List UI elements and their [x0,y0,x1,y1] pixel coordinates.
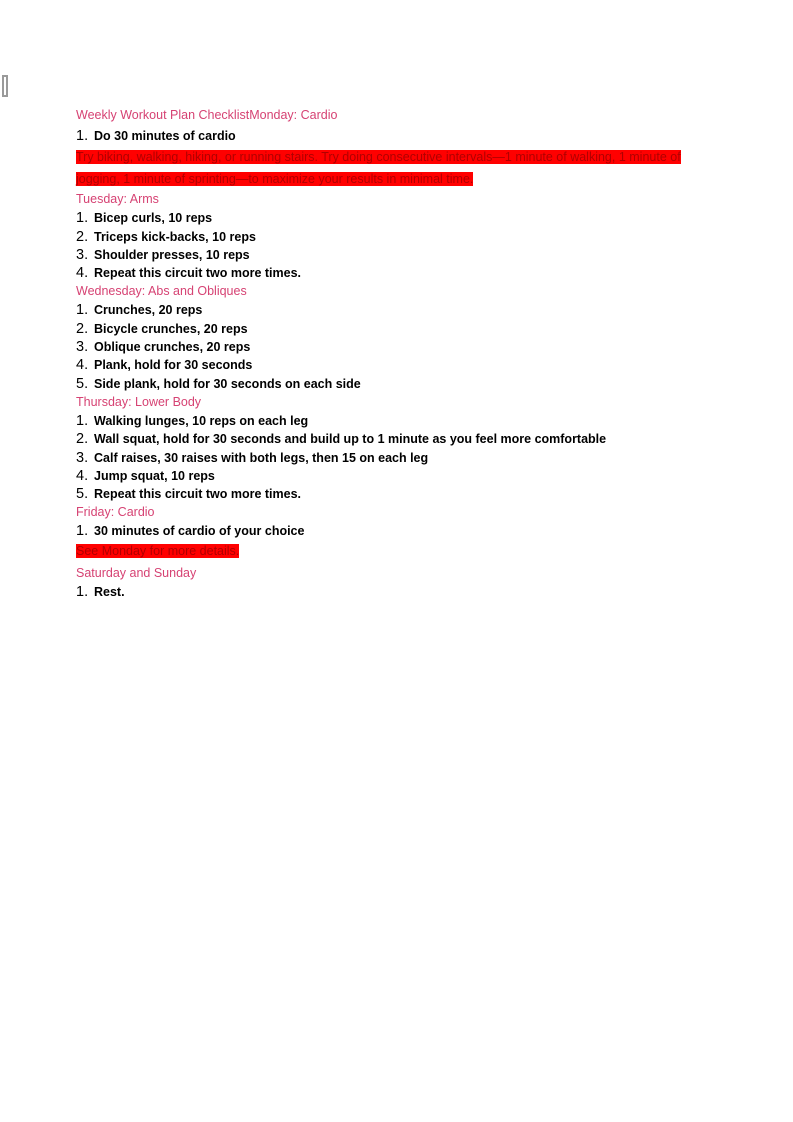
exercise-list [76,127,726,145]
list-number: 1. [76,302,89,319]
section-tuesday [76,190,726,282]
list-number: 1. [76,583,89,600]
list-item-text: Plank, hold for 30 seconds [94,358,253,373]
list-item [76,246,726,264]
list-item-text: Bicep curls, 10 reps [94,211,213,226]
section-heading: Friday: Cardio [76,505,155,520]
list-item [76,583,726,601]
list-number: 3. [76,449,89,466]
section-friday [76,503,726,563]
list-number: 2. [76,228,89,245]
list-item-text: Wall squat, hold for 30 seconds and build up to 1 minute as you feel more comfortable [94,432,607,447]
list-item [76,467,726,485]
list-item-text: Do 30 minutes of cardio [94,129,236,143]
section-weekend [76,564,726,601]
list-item [76,412,726,430]
page-edge-marker [2,75,8,97]
list-item [76,228,726,246]
list-number: 1. [76,128,89,144]
list-number: 3. [76,246,89,263]
highlighted-note [76,145,726,190]
list-number: 1. [76,210,89,227]
list-item-text: Repeat this circuit two more times. [94,266,301,281]
exercise-list [76,522,726,540]
section-monday [76,106,726,190]
list-number: 4. [76,265,89,282]
note-text: Try biking, walking, hiking, or running stairs. Try doing consecutive intervals—1 minute of walking, 1 minute of jogging, 1 minute of sprinting—to maximize your results in minimal time. [76,150,681,187]
list-number: 4. [76,467,89,484]
highlighted-note [76,541,726,564]
list-item [76,127,726,145]
list-item-text: Repeat this circuit two more times. [94,487,301,502]
list-item [76,485,726,503]
list-number: 5. [76,486,89,503]
list-item [76,209,726,227]
exercise-list [76,412,726,503]
exercise-list [76,583,726,601]
list-number: 4. [76,357,89,374]
list-item [76,301,726,319]
section-heading: Saturday and Sunday [76,565,197,580]
list-item-text: Shoulder presses, 10 reps [94,247,250,262]
section-heading: Tuesday: Arms [76,192,159,207]
list-number: 3. [76,339,89,356]
section-heading: Wednesday: Abs and Obliques [76,284,247,299]
list-item [76,356,726,374]
list-item-text: Rest. [94,584,125,599]
list-item [76,338,726,356]
list-item-text: 30 minutes of cardio of your choice [94,524,305,539]
section-heading: Thursday: Lower Body [76,394,202,409]
list-item [76,430,726,448]
list-item-text: Calf raises, 30 raises with both legs, then 15 on each leg [94,450,429,465]
list-item [76,264,726,282]
list-item [76,522,726,540]
section-heading: Weekly Workout Plan ChecklistMonday: Cardio [76,108,338,122]
list-item-text: Walking lunges, 10 reps on each leg [94,413,309,428]
list-number: 2. [76,320,89,337]
exercise-list [76,301,726,392]
list-number: 1. [76,412,89,429]
list-item-text: Crunches, 20 reps [94,303,203,318]
list-number: 2. [76,431,89,448]
list-item-text: Triceps kick-backs, 10 reps [94,229,256,244]
list-item [76,375,726,393]
list-item-text: Oblique crunches, 20 reps [94,340,251,355]
note-text: See Monday for more details. [76,543,240,558]
exercise-list [76,209,726,282]
list-item-text: Bicycle crunches, 20 reps [94,321,248,336]
list-number: 5. [76,375,89,392]
section-wednesday [76,282,726,392]
list-item-text: Side plank, hold for 30 seconds on each side [94,376,361,391]
list-item [76,449,726,467]
document-body [76,106,726,601]
list-item-text: Jump squat, 10 reps [94,468,215,483]
list-item [76,320,726,338]
section-thursday [76,393,726,503]
list-number: 1. [76,523,89,540]
